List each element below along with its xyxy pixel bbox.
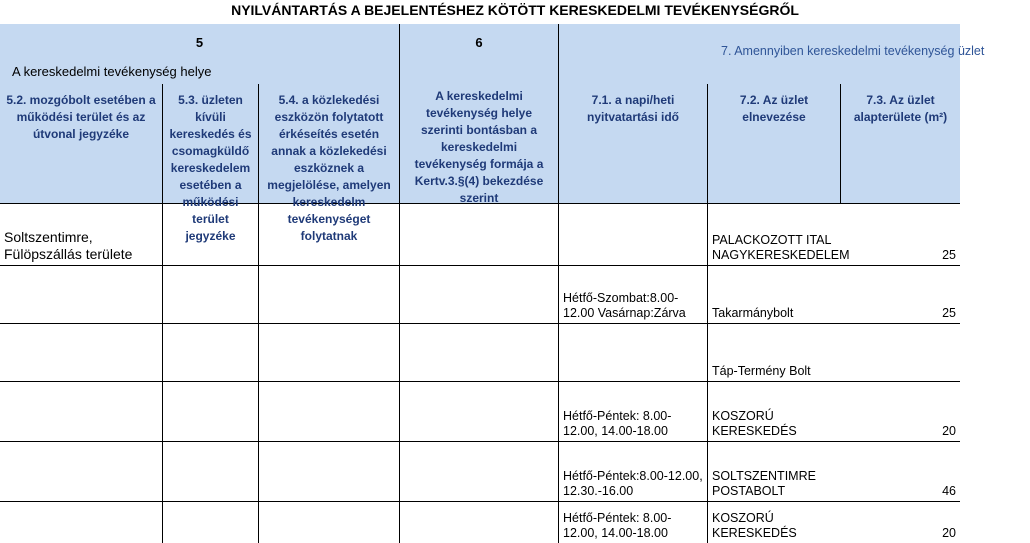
size-text: 46 bbox=[942, 484, 956, 498]
cell-5-4 bbox=[259, 204, 400, 266]
cell-size bbox=[848, 324, 960, 382]
hours-text: Hétfő-Péntek: 8.00-12.00, 14.00-18.00 bbox=[563, 511, 672, 540]
name-text: Takarmánybolt bbox=[712, 306, 794, 320]
cell-5-3 bbox=[163, 382, 259, 442]
cell-6 bbox=[400, 324, 559, 382]
cell-5-3 bbox=[163, 204, 259, 266]
name-text: PALACKOZOTT ITAL NAGYKERESKEDELEM bbox=[712, 233, 850, 262]
header-5-2: 5.2. mozgóbolt esetében a működési terület és az útvonal jegyzéke bbox=[0, 84, 163, 204]
cell-5-3 bbox=[163, 266, 259, 324]
cell-6 bbox=[400, 266, 559, 324]
cell-6 bbox=[400, 382, 559, 442]
cell-5-3 bbox=[163, 324, 259, 382]
cell-5-4 bbox=[259, 324, 400, 382]
size-text: 20 bbox=[942, 424, 956, 438]
cell-size bbox=[848, 442, 960, 502]
cell-name bbox=[708, 382, 848, 442]
header-7-2: 7.2. Az üzlet elnevezése bbox=[708, 84, 841, 204]
header-5-3: 5.3. üzleten kívüli kereskedés és csomagküldő kereskedelem esetében a működési terület jegyzéke bbox=[163, 84, 259, 204]
hours-text: Hétfő-Péntek: 8.00-12.00, 14.00-18.00 bbox=[563, 409, 672, 438]
name-text: KOSZORÚ KERESKEDÉS bbox=[712, 511, 797, 540]
size-text: 25 bbox=[942, 306, 956, 320]
cell-5-4 bbox=[259, 502, 400, 543]
cell-hours bbox=[559, 442, 708, 502]
cell-area bbox=[0, 442, 163, 502]
size-text: 25 bbox=[942, 248, 956, 262]
cell-name bbox=[708, 266, 848, 324]
cell-area: Soltszentimre, Fülöpszállás területe bbox=[4, 229, 133, 262]
header-7-1: 7.1. a napi/heti nyitvatartási idő bbox=[559, 84, 708, 204]
cell-name bbox=[708, 204, 848, 266]
cell-5-4 bbox=[259, 266, 400, 324]
size-text: 20 bbox=[942, 526, 956, 540]
cell-5-3 bbox=[163, 502, 259, 543]
cell-name bbox=[708, 502, 848, 543]
cell-size bbox=[848, 502, 960, 543]
header-6: A kereskedelmi tevékenység helye szerinti bontásban a kereskedelmi tevékenység formája a Kertv.3.§(4) bekezdése szerint bbox=[400, 84, 559, 204]
col5-label: A kereskedelmi tevékenység helye bbox=[12, 64, 212, 79]
page-title: NYILVÁNTARTÁS A BEJELENTÉSHEZ KÖTÖTT KERESKEDELMI TEVÉKENYSÉGRŐL bbox=[231, 2, 799, 18]
cell-area bbox=[0, 382, 163, 442]
cell-hours bbox=[559, 204, 708, 266]
cell-size bbox=[848, 266, 960, 324]
name-text: SOLTSZENTIMRE POSTABOLT bbox=[712, 469, 816, 498]
header-5-4: 5.4. a közlekedési eszközön folytatott érkéseítés esetén annak a közlekedési eszköznek a megjelölése, amelyen kereskedelm tevékenységet folytatnak bbox=[259, 84, 400, 204]
col7-label: 7. Amennyiben kereskedelmi tevékenység üzlet bbox=[721, 44, 985, 58]
hours-text: Hétfő-Péntek:8.00-12.00, 12.30.-16.00 bbox=[563, 469, 703, 498]
cell-6 bbox=[400, 442, 559, 502]
cell-area bbox=[0, 324, 163, 382]
header-col7 bbox=[559, 24, 985, 84]
cell-size bbox=[848, 204, 960, 266]
hours-text: Hétfő-Szombat:8.00-12.00 Vasárnap:Zárva bbox=[563, 291, 686, 320]
col5-number: 5 bbox=[195, 35, 204, 50]
header-col5 bbox=[0, 24, 400, 84]
cell-hours bbox=[559, 266, 708, 324]
cell-size bbox=[848, 382, 960, 442]
cell-hours bbox=[559, 382, 708, 442]
cell-hours bbox=[559, 324, 708, 382]
table-row bbox=[0, 204, 163, 266]
cell-5-3 bbox=[163, 442, 259, 502]
cell-name bbox=[708, 442, 848, 502]
cell-name bbox=[708, 324, 848, 382]
header-7-3: 7.3. Az üzlet alapterülete (m²) bbox=[841, 84, 960, 204]
cell-hours bbox=[559, 502, 708, 543]
header-col6 bbox=[400, 24, 559, 84]
name-text: Táp-Termény Bolt bbox=[712, 364, 811, 378]
col6-number: 6 bbox=[475, 35, 483, 50]
cell-6 bbox=[400, 502, 559, 543]
cell-5-4 bbox=[259, 382, 400, 442]
cell-5-4 bbox=[259, 442, 400, 502]
cell-area bbox=[0, 266, 163, 324]
cell-area bbox=[0, 502, 163, 543]
name-text: KOSZORÚ KERESKEDÉS bbox=[712, 409, 797, 438]
cell-6 bbox=[400, 204, 559, 266]
